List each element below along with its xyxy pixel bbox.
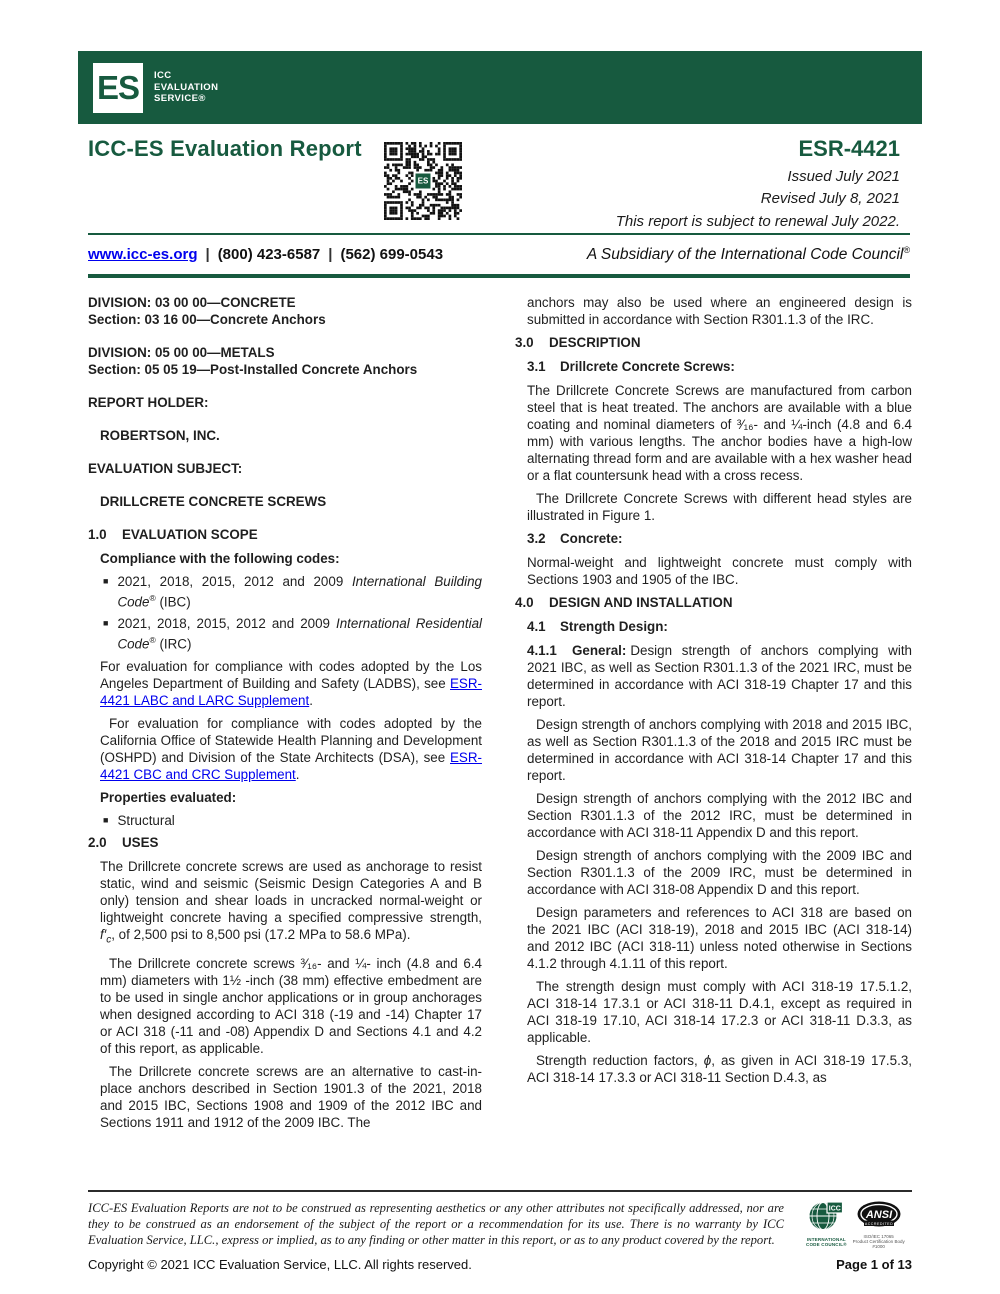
- report-holder-name: ROBERTSON, INC.: [100, 428, 220, 443]
- text-run: , as given in ACI 318-19 17.5.3, ACI 318-14 17.3.3 or ACI 318-11 Section D.4.3, as: [527, 1053, 912, 1085]
- brand-line: SERVICE®: [154, 93, 206, 105]
- division-heading: DIVISION: 03 00 00—CONCRETE: [88, 295, 296, 310]
- page-footer: [88, 1190, 912, 1272]
- section-number: 3.1: [527, 359, 546, 374]
- report-holder-label: REPORT HOLDER:: [88, 395, 209, 410]
- text-run: The Drillcrete concrete screws are used as anchorage to resist static, wind and seismic (Seismic Design Categories A and B only) tension and shear loads in uncracked normal-weight or lightweight concrete having a specified compressive strength,: [100, 858, 482, 925]
- paragraph: The Drillcrete concrete screws ³⁄₁₆- and ¼- inch (4.8 and 6.4 mm) diameters with 1½ -inch (38 mm) effective embedment are to be used in single anchor applications or in group anchorages when designed according to ACI 318 (-19 and -14) Chapter 17 or ACI 318 (-11 and -08) Appendix D and Sections 4.1 and 4.2 of this report, as applicable.: [100, 955, 482, 1056]
- list-item: [103, 812, 482, 829]
- list-item-text: [117, 573, 482, 610]
- section-number: 3.0: [515, 335, 534, 350]
- ansi-logo-caption: Product Certification Body: [852, 1239, 905, 1245]
- paragraph: [100, 858, 482, 949]
- section-title: USES: [122, 834, 159, 850]
- section-number: 2.0: [88, 834, 107, 850]
- report-number: ESR-4421: [798, 136, 900, 161]
- section-title: DESCRIPTION: [549, 335, 641, 350]
- registered-mark: ®: [149, 593, 156, 603]
- separator: |: [328, 246, 333, 264]
- contact-bar: [88, 245, 910, 264]
- icc-es-banner: [78, 51, 922, 124]
- svg-text:ANSI: ANSI: [865, 1208, 892, 1221]
- paragraph: Design parameters and references to ACI 318 are based on the 2021 IBC (ACI 318-19), 2018 and 2015 IBC (ACI 318-14) and 2012 IBC (ACI 318-11) unless noted otherwise in Sections 4.1.2 through 4.1.11 of this report.: [527, 905, 912, 971]
- text-run: (IRC): [155, 636, 192, 652]
- fc-subscript: c: [106, 934, 112, 946]
- icc-logo-caption: CODE COUNCIL®: [806, 1242, 847, 1248]
- issued-date: Issued July 2021: [787, 167, 900, 185]
- svg-text:ICC: ICC: [829, 1205, 842, 1213]
- fc-symbol: f′: [100, 926, 107, 942]
- masthead: [88, 136, 912, 231]
- paragraph: [100, 715, 482, 783]
- divider-rule-thin: [88, 233, 910, 235]
- section-number: 4.1: [527, 619, 546, 634]
- section-title: Drillcrete Concrete Screws:: [560, 359, 735, 374]
- qr-center-logo: ES: [414, 172, 433, 191]
- icc-globe-icon: [809, 1201, 843, 1232]
- phi-symbol: ϕ: [703, 1053, 712, 1068]
- icc-es-logo: [93, 63, 143, 113]
- paragraph: Design strength of anchors complying with 2018 and 2015 IBC, as well as Section R301.1.3 of the 2018 and 2015 IRC must be determined in accordance with ACI 318-14 Chapter 17 and this report.: [527, 717, 912, 783]
- icc-es-logo-text: ES: [96, 69, 140, 106]
- properties-heading: Properties evaluated:: [100, 789, 237, 805]
- evaluation-subject-name: DRILLCRETE CONCRETE SCREWS: [100, 494, 327, 509]
- accreditation-logos: [806, 1201, 912, 1250]
- brand-line: ICC: [154, 70, 172, 82]
- list-item: [103, 615, 482, 652]
- separator: |: [205, 246, 210, 264]
- page-number: Page 1 of 13: [836, 1256, 912, 1272]
- registered-mark: ®: [903, 245, 910, 255]
- labc-larc-supplement-link[interactable]: ESR-4421 LABC and LARC Supplement: [100, 675, 482, 708]
- text-run: Design strength of anchors complying with 2021 IBC, as well as Section R301.1.3 of the 2021 IRC, must be determined in accordance with ACI 318-19 Chapter 17 and this report.: [527, 643, 912, 709]
- contact-info: [88, 246, 443, 263]
- copyright-text: Copyright © 2021 ICC Evaluation Service, LLC. All rights reserved.: [88, 1256, 472, 1272]
- divider-rule-thick: [88, 274, 910, 278]
- paragraph: Normal-weight and lightweight concrete must comply with Sections 1903 and 1905 of the IBC.: [527, 555, 912, 587]
- section-number: 3.2: [527, 531, 546, 546]
- brand-line: EVALUATION: [154, 81, 219, 93]
- paragraph: The Drillcrete concrete screws are an alternative to cast-in-place anchors described in Section 1901.3 of the 2021, 2018 and 2015 IBC, Sections 1908 and 1909 of the 2012 IBC and Sections 1911 and 1912 of the 2009 IBC. The: [100, 1063, 482, 1130]
- section-heading-2: [88, 834, 482, 851]
- section-heading-3-2: [527, 530, 912, 547]
- section-heading-4: [515, 594, 912, 611]
- paragraph: Design strength of anchors complying with the 2009 IBC and Section R301.1.3 of the 2009 IRC, must be determined in accordance with ACI 318-08 Appendix D and this report.: [527, 848, 912, 897]
- left-column: [88, 294, 482, 1137]
- ansi-logo: [853, 1201, 905, 1250]
- right-column: [515, 294, 912, 1137]
- website-link[interactable]: www.icc-es.org: [88, 246, 198, 264]
- division-section: Section: 03 16 00—Concrete Anchors: [88, 312, 326, 327]
- subsection-number: 4.1.1: [527, 643, 557, 658]
- list-item-text: [117, 615, 482, 652]
- subsection-label: General:: [572, 643, 627, 658]
- page-title: ICC-ES Evaluation Report: [88, 136, 362, 161]
- text-run: For evaluation for compliance with codes adopted by the California Office of Statewide Health Planning and Development (OSHPD) and Division of the State Architects (DSA), see: [100, 715, 482, 765]
- text-run: .: [309, 692, 313, 708]
- ansi-oval-icon: [856, 1201, 902, 1229]
- qr-code: [384, 142, 462, 220]
- brand-wordmark: [154, 70, 218, 105]
- ansi-logo-caption: ISO/IEC 17065: [863, 1234, 894, 1239]
- paragraph: anchors may also be used where an engineered design is submitted in accordance with Section R301.1.3 of the IRC.: [527, 295, 912, 327]
- text-run: Strength reduction factors,: [536, 1053, 704, 1068]
- subsidiary-note: [587, 245, 910, 264]
- text-run: 2021, 2018, 2015, 2012 and 2009: [117, 574, 352, 589]
- paragraph: [527, 1052, 912, 1086]
- code-title: International Building Code: [117, 574, 482, 610]
- paragraph: The Drillcrete Concrete Screws are manufactured from carbon steel that is heat treated. The anchors are available with a blue coating and nominal diameters of ³⁄₁₆- and ¼-inch (4.8 and 6.4 mm) with various lengths. The anchor bodies have a high-low alternating thread form and are available with a hex washer head or a flat countersunk head with a cross recess.: [527, 383, 912, 483]
- section-title: DESIGN AND INSTALLATION: [549, 595, 733, 610]
- compliance-heading: Compliance with the following codes:: [100, 551, 340, 566]
- paragraph: The strength design must comply with ACI 318-19 17.5.1.2, ACI 318-14 17.3.1 or ACI 318-11 D.4.1, except as required in ACI 318-19 17.10, ACI 318-14 17.2.3 or ACI 318-11 D.3.3, as applicable.: [527, 979, 912, 1045]
- ansi-logo-caption: #1000: [872, 1244, 885, 1250]
- section-number: 1.0: [88, 527, 107, 542]
- cbc-crc-supplement-link[interactable]: ESR-4421 CBC and CRC Supplement: [100, 749, 482, 782]
- text-run: .: [295, 766, 300, 782]
- renewal-note: This report is subject to renewal July 2022.: [615, 212, 900, 230]
- section-title: EVALUATION SCOPE: [122, 527, 258, 542]
- bullet-square-icon: ■: [103, 814, 109, 825]
- icc-logo: [806, 1201, 847, 1247]
- icc-logo-caption: INTERNATIONAL: [806, 1237, 846, 1242]
- phone-number: (562) 699-0543: [340, 246, 444, 264]
- division-section: Section: 05 05 19—Post-Installed Concrete Anchors: [88, 362, 418, 377]
- division-heading: DIVISION: 05 00 00—METALS: [88, 345, 275, 360]
- phone-number: (800) 423-6587: [217, 246, 321, 264]
- section-number: 4.0: [515, 595, 534, 610]
- list-item: [103, 573, 482, 610]
- evaluation-subject-label: EVALUATION SUBJECT:: [88, 461, 243, 476]
- section-title: Strength Design:: [560, 619, 668, 634]
- text-run: 2021, 2018, 2015, 2012 and 2009: [117, 616, 337, 632]
- revised-date: Revised July 8, 2021: [760, 190, 900, 207]
- code-title: International Residential Code: [117, 616, 482, 652]
- text-run: , of 2,500 psi to 8,500 psi (17.2 MPa to 58.6 MPa).: [111, 926, 411, 942]
- paragraph: The Drillcrete Concrete Screws with different head styles are illustrated in Figure 1.: [527, 491, 912, 523]
- bullet-square-icon: ■: [103, 618, 109, 629]
- body-columns: [88, 294, 912, 1137]
- section-heading-3-1: [527, 358, 912, 375]
- bullet-square-icon: ■: [103, 576, 109, 586]
- section-heading-4-1: [527, 618, 912, 635]
- disclaimer-text: ICC-ES Evaluation Reports are not to be construed as representing aesthetics or any other attributes not specifically addressed, nor are they to be construed as an endorsement of the subject of the report or a recommendation for its use. There is no warranty by ICC Evaluation Service, LLC., express or implied, as to any finding or other matter in this report, or as to any product covered by the report.: [88, 1201, 784, 1247]
- section-title: Concrete:: [560, 531, 623, 546]
- paragraph: [527, 642, 912, 710]
- section-heading-1: [88, 526, 482, 543]
- report-meta: [616, 136, 900, 230]
- paragraph: Design strength of anchors complying with the 2012 IBC and Section R301.1.3 of the 2012 IRC, must be determined in accordance with ACI 318-11 Appendix D and this report.: [527, 791, 912, 840]
- text-run: For evaluation for compliance with codes adopted by the Los Angeles Department of Building and Safety (LADBS), see: [100, 658, 482, 691]
- list-item-text: Structural: [117, 812, 175, 828]
- paragraph: [100, 658, 482, 709]
- svg-text:ACCREDITED: ACCREDITED: [864, 1221, 893, 1226]
- text-run: (IBC): [155, 594, 191, 610]
- registered-mark: ®: [149, 635, 156, 646]
- subsidiary-text: A Subsidiary of the International Code Council: [586, 246, 904, 264]
- section-heading-3: [515, 334, 912, 351]
